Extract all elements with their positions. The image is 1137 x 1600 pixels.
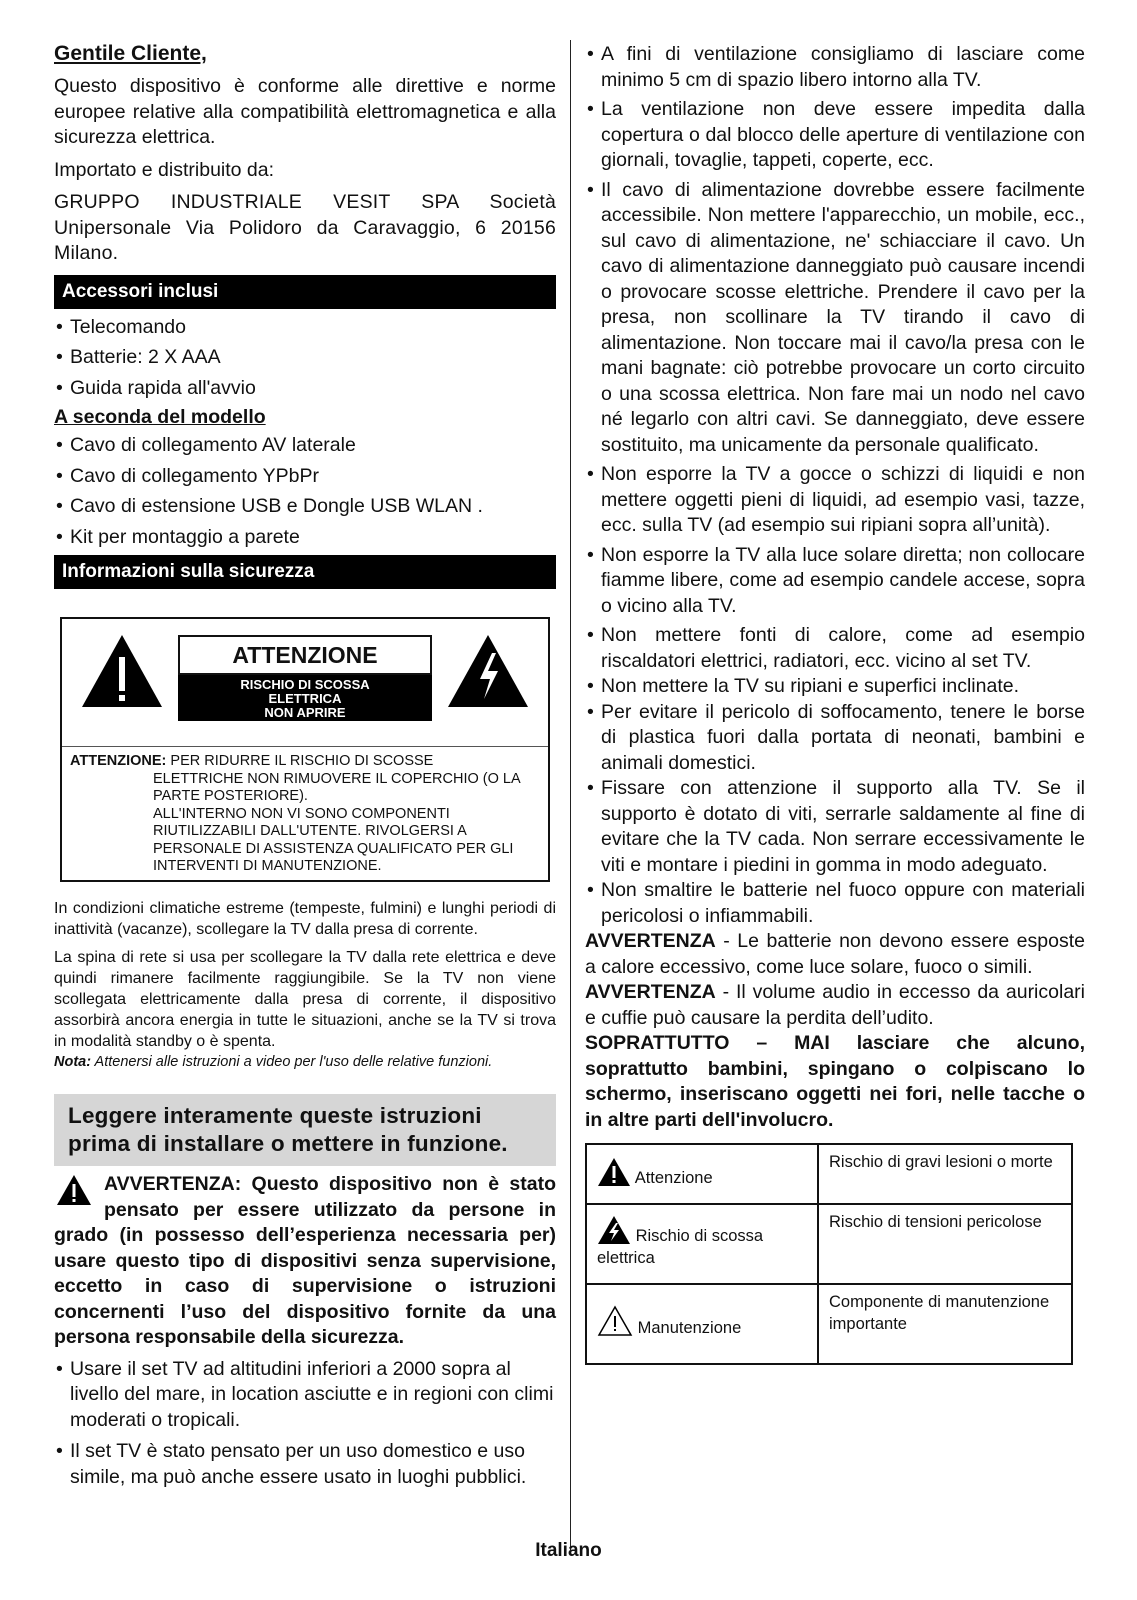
warning-box-text [70,753,540,876]
battery-warning [585,929,1085,980]
model-items-list [54,433,556,550]
warning-line: PER RIDURRE IL RISCHIO DI SCOSSE [170,753,434,769]
do-not-open-line: NON APRIRE [264,705,346,720]
list-item: • Non smaltire le batterie nel fuoco oppure con materiali pericolosi o infiammabili. [585,878,1085,929]
safety-header: Informazioni sulla sicurezza [54,555,556,589]
warning-text: - Il volume audio in eccesso da auricolari e cuffie può causare la perdita dell’udito. [585,981,1085,1029]
warning-lead: ATTENZIONE: [70,753,167,769]
read-instructions-box: Leggere interamente queste istruzioni prima di installare o mettere in funzione. [54,1094,556,1166]
shock-risk-label [178,675,432,721]
list-item: • Non esporre la TV alla luce solare diretta; non collocare fiamme libere, come ad esempio candele accese, sopra o vicino alla TV. [585,543,1085,620]
greeting-title: Gentile Cliente, [54,42,207,65]
shock-risk-line: RISCHIO DI SCOSSA [240,677,370,692]
volume-warning [585,980,1085,1031]
shock-triangle-icon [597,1215,631,1245]
warning-line: ALL'INTERNO NON VI SONO COMPONENTI RIUTILIZZABILI DALL'UTENTE. RIVOLGERSI A PERSONALE DI ASSISTENZA QUALIFICATO PER GLI INTERVENTI DI MANUTENZIONE. [153,805,514,874]
list-item: • Fissare con attenzione il supporto alla TV. Se il supporto è dotato di viti, serrarle saldamente al fine di evitare che la TV cada. Non serrare eccessivamente le viti e montare i piedini in gomma in modo adeguato. [585,776,1085,878]
list-item: • Non mettere fonti di calore, come ad esempio riscaldatori elettrici, radiatori, ecc. vicino al set TV. [585,623,1085,674]
legend-row [586,1284,1072,1364]
list-item: • Kit per montaggio a parete [54,525,556,551]
warning-line: ELETTRICHE NON RIMUOVERE IL COPERCHIO (O LA PARTE POSTERIORE). [153,770,520,804]
list-item: • Usare il set TV ad altitudini inferiori a 2000 sopra al livello del mare, in location asciutte e in regioni con climi moderati o tropicali. [54,1357,556,1434]
note-text: Attenersi alle istruzioni a video per l'uso delle relative funzioni. [91,1054,493,1070]
supervision-warning [54,1172,556,1351]
list-item: • Cavo di collegamento AV laterale [54,433,556,459]
accessories-header: Accessori inclusi [54,275,556,309]
warning-label: AVVERTENZA [585,930,716,952]
note-label: Nota: [54,1054,92,1070]
imported-label: Importato e distribuito da: [54,158,275,181]
shock-risk-line: ELETTRICA [268,691,342,706]
column-divider [570,40,571,1550]
legend-label: Rischio di scossa elettrica [597,1227,764,1267]
warning-text: - Le batterie non devono essere esposte a calore eccessivo, come luce solare, fuoco o simili. [585,930,1085,978]
intro-paragraph: Questo dispositivo è conforme alle direttive e norme europee relative alla compatibilità elettromagnetica e alla sicurezza elettrica. [54,75,556,148]
list-item: • Non mettere la TV su ripiani e superfici inclinate. [585,674,1085,700]
list-item: • Non esporre la TV a gocce o schizzi di liquidi e non mettere oggetti pieni di liquidi, ad esempio vasi, tazze, ecc. sulla TV (ad esempio sui ripiani sopra all’unità). [585,462,1085,539]
list-item: • A fini di ventilazione consigliamo di lasciare come minimo 5 cm di spazio libero intorno alla TV. [585,42,1085,93]
list-item: • Per evitare il pericolo di soffocamento, tenere le borse di plastica fuori dalla portata di neonati, bambini e animali domestici. [585,700,1085,777]
warning-triangle-icon [597,1157,631,1187]
page-footer-language: Italiano [535,1540,602,1561]
model-subhead: A seconda del modello [54,406,266,428]
list-item: • Telecomando [54,315,556,341]
legend-description: Componente di manutenzione importante [818,1284,1072,1364]
plug-paragraph: La spina di rete si usa per scollegare la TV dalla rete elettrica e deve quindi rimanere facilmente raggiungibile. Se la TV non viene scollegata elettricamente dalla presa di corrente, il dispositivo assorbirà ancora energia in tutte le situazioni, anche se la TV si trova in modalità standby o è spenta. [54,949,556,1050]
warning-label: AVVERTENZA [585,981,716,1003]
right-column [585,42,1085,1365]
list-item: • Cavo di estensione USB e Dongle USB WLAN . [54,494,556,520]
legend-label: Manutenzione [637,1319,742,1337]
company-address: GRUPPO INDUSTRIALE VESIT SPA Società Unipersonale Via Polidoro da Caravaggio, 6 20156 Milano. [54,191,556,264]
list-item: • Il cavo di alimentazione dovrebbe essere facilmente accessibile. Non mettere l'apparecchio, un mobile, ecc., sul cavo di alimentazione, ne' schiacciare il cavo. Un cavo di alimentazione danneggiato può causare incendi o provocare scosse elettriche. Prendere il cavo per la presa, non scollinare la TV tirando il cavo di alimentazione. Non toccare mai il cavo/la presa con le mani bagnate: ciò potrebbe provocare un corto circuito o una scossa elettrica. Non fare mai un nodo nel cavo né legarlo con altri cavi. Se danneggiato, deve essere sostituito, ma unicamente da personale qualificato. [585,178,1085,459]
list-item: • La ventilazione non deve essere impedita dalla copertura o dal blocco delle aperture di ventilazione con giornali, tovaglie, tappeti, coperte, ecc. [585,97,1085,174]
lightning-triangle-icon [446,633,530,709]
list-item: • Il set TV è stato pensato per un uso domestico e uso simile, ma può anche essere usato in luoghi pubblici. [54,1439,556,1490]
legend-description: Rischio di tensioni pericolose [818,1204,1072,1284]
warning-box [60,617,550,882]
list-item: • Cavo di collegamento YPbPr [54,464,556,490]
climate-paragraph: In condizioni climatiche estreme (tempeste, fulmini) e lunghi periodi di inattività (vacanze), scollegare la TV dalla presa di corrente. [54,900,556,938]
legend-symbol-cell [586,1144,818,1204]
supervision-warning-text: AVVERTENZA: Questo dispositivo non è stato pensato per essere utilizzato da persone in grado (in possesso dell’esperienza necessaria per) usare questo tipo di dispositivi senza supervisione, eccetto in caso di supervisione o istruzioni concernenti l’uso del dispositivo fornite da una persona responsabile della sicurezza. [54,1173,556,1348]
above-all-warning: SOPRATTUTTO – MAI lasciare che alcuno, soprattutto bambini, spingano o colpiscano lo schermo, inseriscano oggetti nei fori, nelle tacche o in altre parti dell'involucro. [585,1032,1085,1131]
left-column [54,42,556,1494]
exclamation-triangle-icon [80,633,164,709]
list-item: • Guida rapida all'avvio [54,376,556,402]
safety-list [585,42,1085,929]
legend-symbol-cell [586,1284,818,1364]
warning-box-top [62,619,548,747]
usage-list [54,1357,556,1491]
symbol-legend-table [585,1143,1073,1365]
accessories-list [54,315,556,402]
list-item: • Batterie: 2 X AAA [54,345,556,371]
attention-title: ATTENZIONE [178,635,432,675]
note-paragraph [54,1052,556,1072]
maintenance-triangle-icon [597,1305,633,1337]
legend-row [586,1144,1072,1204]
legend-symbol-cell [586,1204,818,1284]
legend-row [586,1204,1072,1284]
legend-description: Rischio di gravi lesioni o morte [818,1144,1072,1204]
legend-label: Attenzione [634,1169,713,1187]
warning-triangle-icon [56,1174,92,1206]
